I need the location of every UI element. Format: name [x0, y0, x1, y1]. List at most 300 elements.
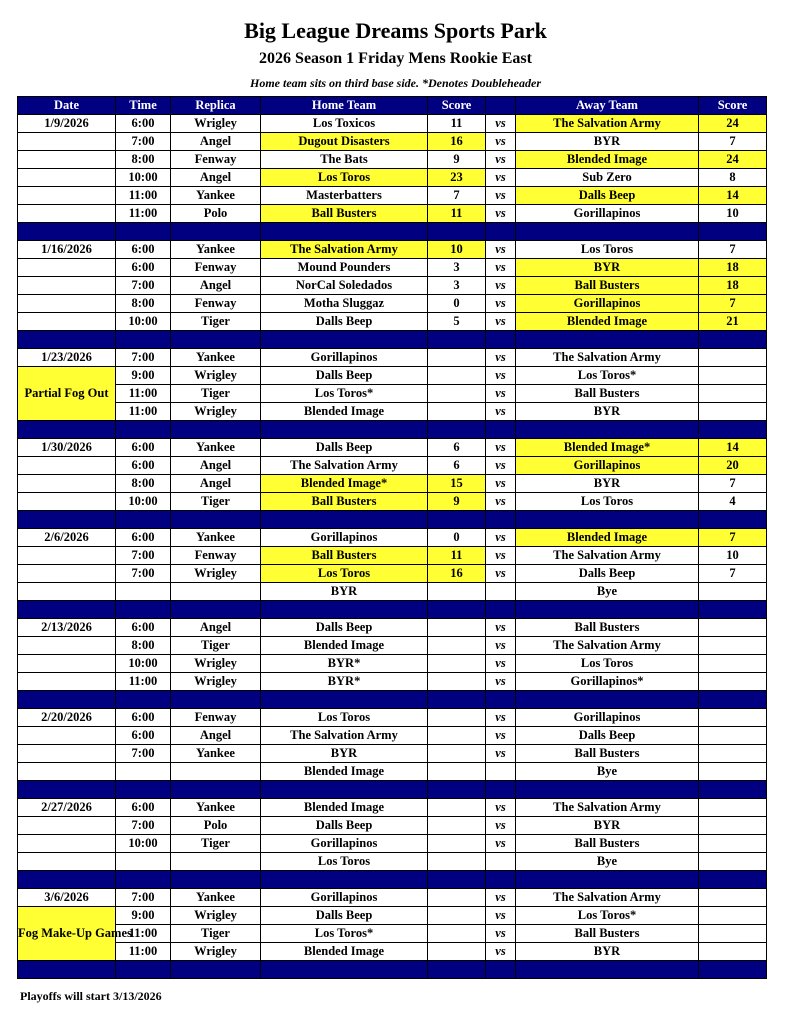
date-cell-empty — [18, 295, 116, 313]
game-time: 6:00 — [116, 619, 171, 637]
game-field: Tiger — [171, 313, 261, 331]
separator-cell — [699, 781, 767, 799]
table-row — [18, 943, 767, 961]
separator-cell — [699, 961, 767, 979]
separator-cell — [116, 601, 171, 619]
table-row — [18, 367, 767, 385]
game-field: Angel — [171, 169, 261, 187]
home-team: The Bats — [261, 151, 428, 169]
game-field: Wrigley — [171, 907, 261, 925]
game-time: 7:00 — [116, 133, 171, 151]
separator-cell — [516, 223, 699, 241]
away-team: Blended Image — [516, 529, 699, 547]
game-date: 1/9/2026 — [18, 115, 116, 133]
home-team: Motha Sluggaz — [261, 295, 428, 313]
home-score — [428, 925, 486, 943]
home-score: 0 — [428, 295, 486, 313]
separator-cell — [486, 421, 516, 439]
game-time: 7:00 — [116, 889, 171, 907]
date-cell-empty — [18, 673, 116, 691]
game-field: Wrigley — [171, 673, 261, 691]
away-team: Ball Busters — [516, 277, 699, 295]
table-row — [18, 385, 767, 403]
home-score: 10 — [428, 241, 486, 259]
game-field: Yankee — [171, 349, 261, 367]
home-team: NorCal Soledados — [261, 277, 428, 295]
home-score — [428, 673, 486, 691]
game-field: Yankee — [171, 889, 261, 907]
game-time: 11:00 — [116, 943, 171, 961]
home-team: Los Toros — [261, 169, 428, 187]
table-row — [18, 619, 767, 637]
away-team: Gorillapinos* — [516, 673, 699, 691]
home-score: 5 — [428, 313, 486, 331]
home-team: Dalls Beep — [261, 907, 428, 925]
separator-cell — [428, 601, 486, 619]
week-separator — [18, 871, 767, 889]
vs-label: vs — [486, 565, 516, 583]
home-team: Blended Image — [261, 637, 428, 655]
vs-label: vs — [486, 313, 516, 331]
game-time: 11:00 — [116, 385, 171, 403]
game-time: 10:00 — [116, 835, 171, 853]
home-team: Dalls Beep — [261, 439, 428, 457]
vs-label: vs — [486, 727, 516, 745]
home-team: Los Toros — [261, 709, 428, 727]
game-field: Wrigley — [171, 655, 261, 673]
away-team: BYR — [516, 133, 699, 151]
table-row — [18, 259, 767, 277]
separator-cell — [18, 871, 116, 889]
separator-cell — [18, 511, 116, 529]
separator-cell — [261, 421, 428, 439]
table-row — [18, 853, 767, 871]
away-score: 14 — [699, 439, 767, 457]
away-score: 7 — [699, 241, 767, 259]
separator-cell — [18, 961, 116, 979]
week-separator — [18, 511, 767, 529]
away-team: Dalls Beep — [516, 565, 699, 583]
separator-cell — [516, 511, 699, 529]
separator-cell — [116, 421, 171, 439]
away-team: The Salvation Army — [516, 799, 699, 817]
schedule-body — [18, 115, 767, 979]
away-team: Gorillapinos — [516, 457, 699, 475]
game-time: 11:00 — [116, 205, 171, 223]
separator-cell — [261, 601, 428, 619]
game-time: 8:00 — [116, 151, 171, 169]
separator-cell — [171, 691, 261, 709]
header-row — [18, 97, 767, 115]
away-score: 7 — [699, 475, 767, 493]
date-cell-empty — [18, 313, 116, 331]
game-date: 2/6/2026 — [18, 529, 116, 547]
game-field — [171, 763, 261, 781]
table-row — [18, 745, 767, 763]
home-team: Blended Image — [261, 799, 428, 817]
vs-label: vs — [486, 277, 516, 295]
away-team: The Salvation Army — [516, 547, 699, 565]
away-team: The Salvation Army — [516, 889, 699, 907]
away-team: BYR — [516, 817, 699, 835]
away-score — [699, 853, 767, 871]
separator-cell — [516, 691, 699, 709]
home-score: 7 — [428, 187, 486, 205]
separator-cell — [116, 331, 171, 349]
table-row — [18, 655, 767, 673]
vs-label: vs — [486, 655, 516, 673]
away-team: Blended Image* — [516, 439, 699, 457]
away-team: Blended Image — [516, 313, 699, 331]
game-time: 7:00 — [116, 745, 171, 763]
game-time: 10:00 — [116, 655, 171, 673]
vs-label: vs — [486, 151, 516, 169]
vs-label: vs — [486, 637, 516, 655]
home-score — [428, 619, 486, 637]
home-team: Ball Busters — [261, 547, 428, 565]
separator-cell — [699, 421, 767, 439]
separator-cell — [428, 331, 486, 349]
date-cell-empty — [18, 583, 116, 601]
vs-label: vs — [486, 187, 516, 205]
col-header-home-team: Home Team — [261, 97, 428, 115]
home-team: BYR* — [261, 655, 428, 673]
vs-label: vs — [486, 133, 516, 151]
separator-cell — [18, 223, 116, 241]
game-time: 11:00 — [116, 403, 171, 421]
game-time: 6:00 — [116, 259, 171, 277]
away-score: 21 — [699, 313, 767, 331]
game-time: 6:00 — [116, 799, 171, 817]
home-team: Gorillapinos — [261, 529, 428, 547]
separator-cell — [261, 331, 428, 349]
game-date: 1/23/2026 — [18, 349, 116, 367]
home-score: 23 — [428, 169, 486, 187]
separator-cell — [428, 781, 486, 799]
separator-cell — [18, 781, 116, 799]
away-score — [699, 889, 767, 907]
separator-cell — [428, 691, 486, 709]
vs-label: vs — [486, 349, 516, 367]
date-cell-empty — [18, 745, 116, 763]
game-time: 6:00 — [116, 727, 171, 745]
table-row — [18, 313, 767, 331]
week-separator — [18, 331, 767, 349]
table-row — [18, 439, 767, 457]
date-cell-empty — [18, 655, 116, 673]
away-team: The Salvation Army — [516, 349, 699, 367]
game-time: 7:00 — [116, 817, 171, 835]
date-cell-empty — [18, 259, 116, 277]
separator-cell — [18, 331, 116, 349]
game-time: 7:00 — [116, 277, 171, 295]
away-score — [699, 799, 767, 817]
home-team: Gorillapinos — [261, 835, 428, 853]
table-row — [18, 817, 767, 835]
schedule-note: Home team sits on third base side. *Denotes Doubleheader — [250, 76, 541, 90]
game-field: Angel — [171, 277, 261, 295]
game-time: 8:00 — [116, 475, 171, 493]
away-score: 20 — [699, 457, 767, 475]
vs-label: vs — [486, 385, 516, 403]
col-header-replica: Replica — [171, 97, 261, 115]
home-score — [428, 637, 486, 655]
separator-cell — [699, 601, 767, 619]
week-separator — [18, 781, 767, 799]
col-header-away-team: Away Team — [516, 97, 699, 115]
vs-label: vs — [486, 943, 516, 961]
week-separator — [18, 601, 767, 619]
page-subtitle: 2026 Season 1 Friday Mens Rookie East — [259, 50, 532, 67]
away-team: Los Toros* — [516, 367, 699, 385]
table-row — [18, 403, 767, 421]
table-row — [18, 727, 767, 745]
game-field: Wrigley — [171, 403, 261, 421]
date-cell-empty — [18, 853, 116, 871]
game-date: 1/30/2026 — [18, 439, 116, 457]
separator-cell — [116, 511, 171, 529]
home-score: 6 — [428, 439, 486, 457]
away-team: Ball Busters — [516, 385, 699, 403]
col-header-vs — [486, 97, 516, 115]
home-score: 11 — [428, 547, 486, 565]
home-score — [428, 349, 486, 367]
away-score: 10 — [699, 205, 767, 223]
table-row — [18, 763, 767, 781]
away-score — [699, 583, 767, 601]
home-team: Dalls Beep — [261, 817, 428, 835]
date-cell-empty — [18, 835, 116, 853]
table-row — [18, 925, 767, 943]
away-team: Ball Busters — [516, 835, 699, 853]
home-score — [428, 655, 486, 673]
home-score — [428, 943, 486, 961]
date-cell-empty — [18, 727, 116, 745]
home-score — [428, 907, 486, 925]
week-separator — [18, 223, 767, 241]
playoffs-footer: Playoffs will start 3/13/2026 — [20, 989, 162, 1003]
separator-cell — [261, 511, 428, 529]
separator-cell — [699, 511, 767, 529]
home-team: Dugout Disasters — [261, 133, 428, 151]
home-team: The Salvation Army — [261, 457, 428, 475]
home-score: 15 — [428, 475, 486, 493]
separator-cell — [261, 781, 428, 799]
home-team: Dalls Beep — [261, 367, 428, 385]
vs-label: vs — [486, 241, 516, 259]
away-score: 4 — [699, 493, 767, 511]
home-team: The Salvation Army — [261, 727, 428, 745]
separator-cell — [516, 961, 699, 979]
away-score — [699, 349, 767, 367]
separator-cell — [699, 691, 767, 709]
game-field: Angel — [171, 475, 261, 493]
away-team: Blended Image — [516, 151, 699, 169]
away-score — [699, 673, 767, 691]
separator-cell — [428, 961, 486, 979]
game-time: 11:00 — [116, 187, 171, 205]
vs-label: vs — [486, 799, 516, 817]
home-team: Ball Busters — [261, 493, 428, 511]
away-team: BYR — [516, 403, 699, 421]
home-team: The Salvation Army — [261, 241, 428, 259]
table-row — [18, 637, 767, 655]
away-team: Ball Busters — [516, 925, 699, 943]
home-score — [428, 727, 486, 745]
vs-label: vs — [486, 295, 516, 313]
home-team: Ball Busters — [261, 205, 428, 223]
table-row — [18, 673, 767, 691]
vs-label: vs — [486, 457, 516, 475]
vs-label: vs — [486, 709, 516, 727]
home-team: Los Toros — [261, 853, 428, 871]
away-score: 7 — [699, 133, 767, 151]
away-score: 7 — [699, 295, 767, 313]
separator-cell — [171, 331, 261, 349]
game-time: 10:00 — [116, 169, 171, 187]
table-row — [18, 709, 767, 727]
away-team: Sub Zero — [516, 169, 699, 187]
game-time: 8:00 — [116, 637, 171, 655]
vs-label: vs — [486, 439, 516, 457]
vs-label: vs — [486, 205, 516, 223]
home-team: BYR — [261, 745, 428, 763]
vs-label: vs — [486, 673, 516, 691]
separator-cell — [171, 223, 261, 241]
game-time — [116, 583, 171, 601]
separator-cell — [116, 871, 171, 889]
table-row — [18, 169, 767, 187]
game-field: Fenway — [171, 295, 261, 313]
away-score — [699, 619, 767, 637]
separator-cell — [261, 961, 428, 979]
table-row — [18, 349, 767, 367]
vs-label: vs — [486, 493, 516, 511]
game-field: Fenway — [171, 709, 261, 727]
away-team: Ball Busters — [516, 619, 699, 637]
home-team: Los Toros — [261, 565, 428, 583]
table-row — [18, 115, 767, 133]
vs-label: vs — [486, 169, 516, 187]
game-field: Fenway — [171, 259, 261, 277]
away-team: Los Toros — [516, 241, 699, 259]
table-row — [18, 889, 767, 907]
away-score: 7 — [699, 529, 767, 547]
vs-label: vs — [486, 115, 516, 133]
home-team: Dalls Beep — [261, 313, 428, 331]
vs-label: vs — [486, 835, 516, 853]
vs-label: vs — [486, 889, 516, 907]
game-time: 7:00 — [116, 349, 171, 367]
table-row — [18, 529, 767, 547]
separator-cell — [171, 961, 261, 979]
table-row — [18, 241, 767, 259]
table-row — [18, 565, 767, 583]
game-time: 11:00 — [116, 673, 171, 691]
table-row — [18, 907, 767, 925]
table-row — [18, 187, 767, 205]
game-time: 6:00 — [116, 439, 171, 457]
separator-cell — [486, 871, 516, 889]
game-field: Tiger — [171, 835, 261, 853]
table-row — [18, 835, 767, 853]
separator-cell — [261, 691, 428, 709]
separator-cell — [486, 223, 516, 241]
game-time: 8:00 — [116, 295, 171, 313]
vs-label: vs — [486, 367, 516, 385]
game-field: Wrigley — [171, 367, 261, 385]
game-field — [171, 853, 261, 871]
table-row — [18, 799, 767, 817]
col-header-home-score: Score — [428, 97, 486, 115]
game-date: 2/13/2026 — [18, 619, 116, 637]
game-field: Angel — [171, 457, 261, 475]
col-header-date: Date — [18, 97, 116, 115]
home-score — [428, 835, 486, 853]
away-score — [699, 367, 767, 385]
vs-label: vs — [486, 259, 516, 277]
away-score — [699, 655, 767, 673]
date-cell-empty — [18, 277, 116, 295]
separator-cell — [428, 511, 486, 529]
game-field: Tiger — [171, 493, 261, 511]
home-score — [428, 367, 486, 385]
away-team: Gorillapinos — [516, 709, 699, 727]
week-separator — [18, 421, 767, 439]
game-field: Fenway — [171, 547, 261, 565]
date-cell-empty — [18, 763, 116, 781]
away-team: Dalls Beep — [516, 187, 699, 205]
game-field: Tiger — [171, 925, 261, 943]
game-time — [116, 853, 171, 871]
away-score: 8 — [699, 169, 767, 187]
table-row — [18, 151, 767, 169]
game-field: Tiger — [171, 637, 261, 655]
game-field: Tiger — [171, 385, 261, 403]
separator-cell — [486, 511, 516, 529]
away-score — [699, 817, 767, 835]
home-score — [428, 745, 486, 763]
game-time: 9:00 — [116, 367, 171, 385]
game-field: Polo — [171, 205, 261, 223]
home-score: 11 — [428, 115, 486, 133]
game-time: 7:00 — [116, 565, 171, 583]
game-field: Angel — [171, 133, 261, 151]
away-score: 24 — [699, 115, 767, 133]
home-score: 16 — [428, 133, 486, 151]
table-row — [18, 493, 767, 511]
away-team: BYR — [516, 475, 699, 493]
table-row — [18, 205, 767, 223]
date-cell-empty — [18, 475, 116, 493]
away-score — [699, 835, 767, 853]
home-score — [428, 763, 486, 781]
date-cell-empty — [18, 637, 116, 655]
home-score: 6 — [428, 457, 486, 475]
game-time: 6:00 — [116, 115, 171, 133]
date-cell-empty — [18, 133, 116, 151]
table-row — [18, 133, 767, 151]
separator-cell — [18, 601, 116, 619]
separator-cell — [428, 223, 486, 241]
separator-cell — [486, 961, 516, 979]
separator-cell — [261, 223, 428, 241]
game-field: Wrigley — [171, 115, 261, 133]
separator-cell — [428, 421, 486, 439]
separator-cell — [516, 601, 699, 619]
separator-cell — [699, 223, 767, 241]
date-cell-empty — [18, 187, 116, 205]
